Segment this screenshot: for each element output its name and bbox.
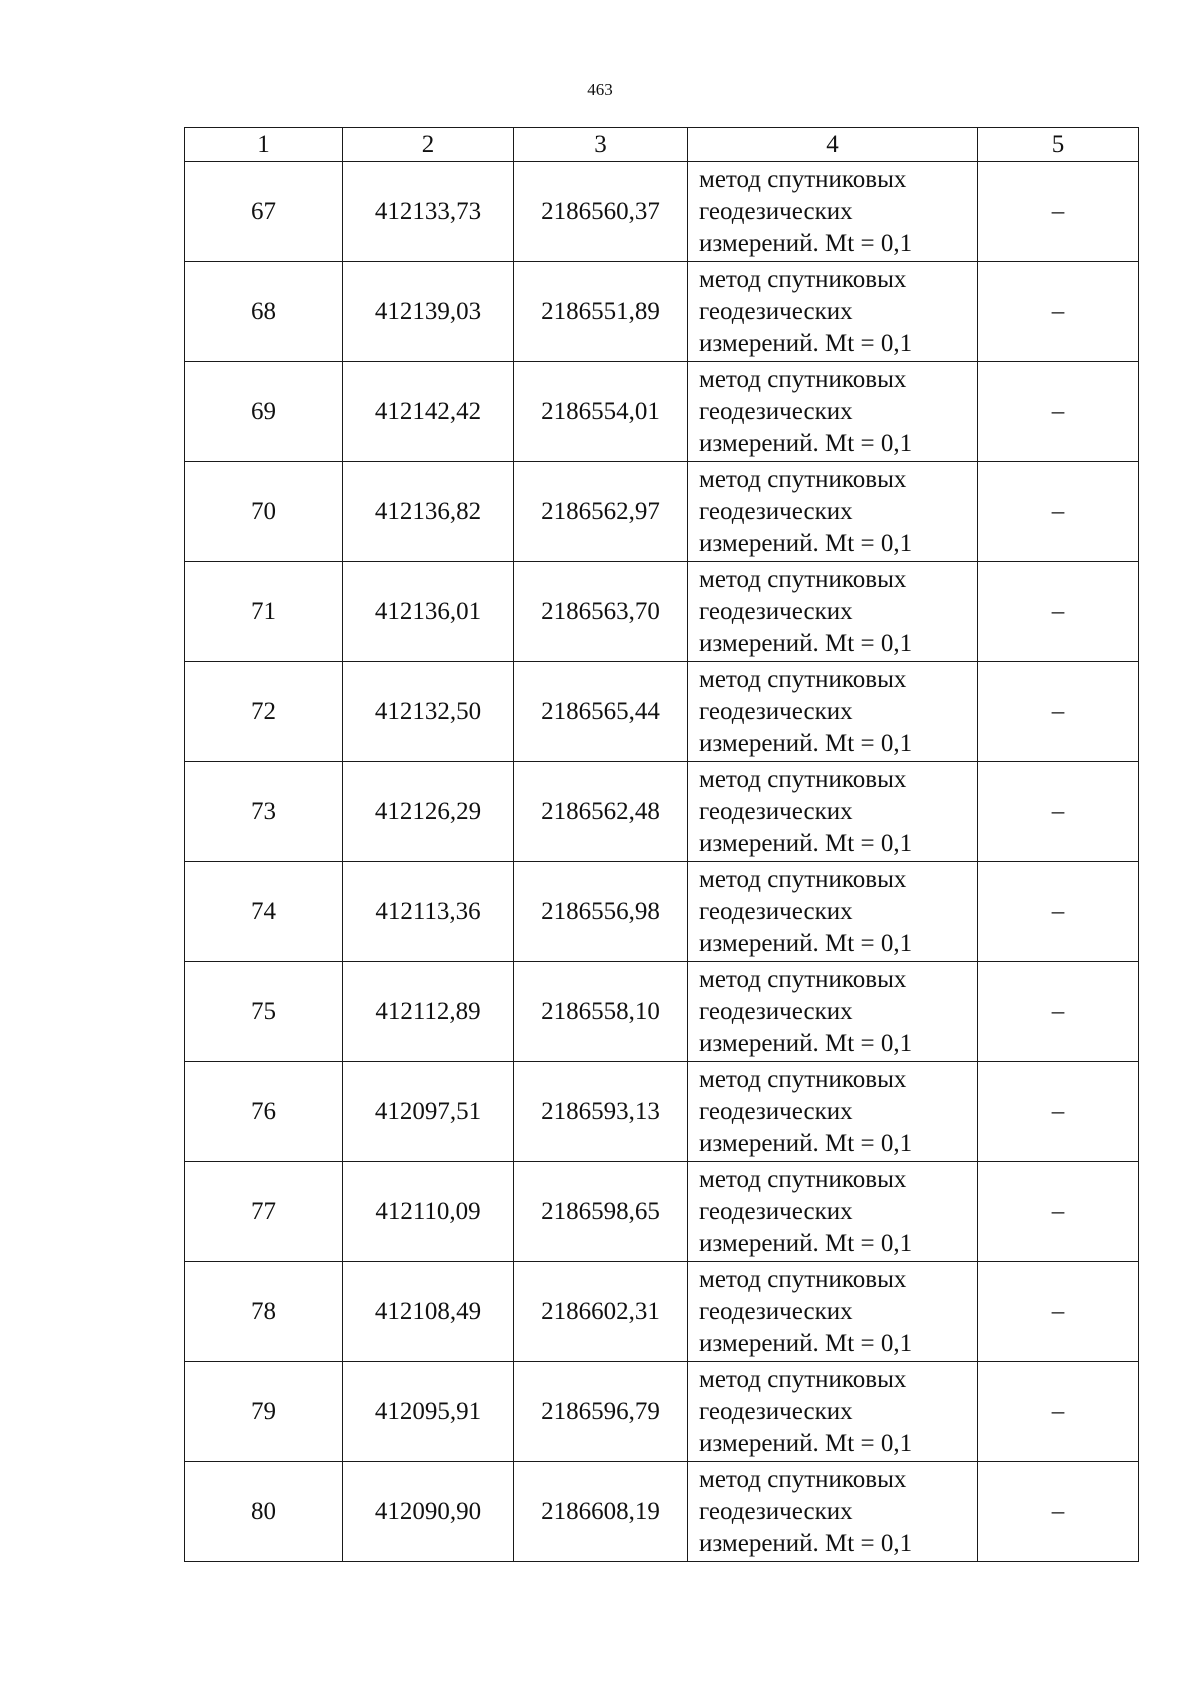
method-line: измерений. Mt = 0,1 bbox=[699, 829, 913, 857]
method-cell bbox=[688, 1362, 978, 1462]
note-cell: – bbox=[978, 662, 1139, 762]
coordinate-y-cell: 2186563,70 bbox=[514, 562, 688, 662]
note-cell: – bbox=[978, 1062, 1139, 1162]
point-number-cell: 69 bbox=[185, 362, 343, 462]
method-line: геодезических bbox=[699, 1297, 853, 1325]
table-row bbox=[185, 962, 1139, 1062]
point-number-cell: 75 bbox=[185, 962, 343, 1062]
coordinate-x-cell: 412097,51 bbox=[343, 1062, 514, 1162]
method-line: метод спутниковых bbox=[699, 565, 907, 593]
method-line: геодезических bbox=[699, 197, 853, 225]
method-line: измерений. Mt = 0,1 bbox=[699, 929, 913, 957]
table-row bbox=[185, 1062, 1139, 1162]
table-row bbox=[185, 1362, 1139, 1462]
method-line: геодезических bbox=[699, 1097, 853, 1125]
coordinate-y-cell: 2186558,10 bbox=[514, 962, 688, 1062]
table-row bbox=[185, 562, 1139, 662]
method-line: измерений. Mt = 0,1 bbox=[699, 1329, 913, 1357]
method-line: измерений. Mt = 0,1 bbox=[699, 1429, 913, 1457]
method-line: метод спутниковых bbox=[699, 1165, 907, 1193]
coordinate-y-cell: 2186593,13 bbox=[514, 1062, 688, 1162]
method-line: геодезических bbox=[699, 797, 853, 825]
point-number-cell: 68 bbox=[185, 262, 343, 362]
column-header-5: 5 bbox=[978, 128, 1139, 162]
note-cell: – bbox=[978, 262, 1139, 362]
column-header-1: 1 bbox=[185, 128, 343, 162]
method-line: геодезических bbox=[699, 697, 853, 725]
method-line: метод спутниковых bbox=[699, 1465, 907, 1493]
method-line: геодезических bbox=[699, 497, 853, 525]
coordinate-y-cell: 2186602,31 bbox=[514, 1262, 688, 1362]
column-header-2: 2 bbox=[343, 128, 514, 162]
note-cell: – bbox=[978, 462, 1139, 562]
method-line: геодезических bbox=[699, 597, 853, 625]
table-row bbox=[185, 1262, 1139, 1362]
coordinate-x-cell: 412108,49 bbox=[343, 1262, 514, 1362]
method-line: геодезических bbox=[699, 997, 853, 1025]
coordinate-y-cell: 2186556,98 bbox=[514, 862, 688, 962]
table-body bbox=[185, 162, 1139, 1562]
point-number-cell: 72 bbox=[185, 662, 343, 762]
note-cell: – bbox=[978, 862, 1139, 962]
coordinate-x-cell: 412139,03 bbox=[343, 262, 514, 362]
page-number: 463 bbox=[587, 80, 613, 99]
method-cell bbox=[688, 1262, 978, 1362]
method-line: метод спутниковых bbox=[699, 765, 907, 793]
table-row bbox=[185, 662, 1139, 762]
coordinate-y-cell: 2186565,44 bbox=[514, 662, 688, 762]
point-number-cell: 70 bbox=[185, 462, 343, 562]
method-line: геодезических bbox=[699, 1197, 853, 1225]
method-line: метод спутниковых bbox=[699, 465, 907, 493]
point-number-cell: 67 bbox=[185, 162, 343, 262]
method-line: метод спутниковых bbox=[699, 1365, 907, 1393]
method-line: метод спутниковых bbox=[699, 265, 907, 293]
table-row bbox=[185, 162, 1139, 262]
coordinate-x-cell: 412126,29 bbox=[343, 762, 514, 862]
point-number-cell: 74 bbox=[185, 862, 343, 962]
method-line: метод спутниковых bbox=[699, 365, 907, 393]
method-line: измерений. Mt = 0,1 bbox=[699, 229, 913, 257]
table-header-row bbox=[185, 128, 1139, 162]
table-row bbox=[185, 862, 1139, 962]
method-cell bbox=[688, 762, 978, 862]
table-row bbox=[185, 462, 1139, 562]
point-number-cell: 78 bbox=[185, 1262, 343, 1362]
method-line: измерений. Mt = 0,1 bbox=[699, 429, 913, 457]
coordinate-y-cell: 2186562,48 bbox=[514, 762, 688, 862]
coordinate-y-cell: 2186598,65 bbox=[514, 1162, 688, 1262]
method-line: метод спутниковых bbox=[699, 1065, 907, 1093]
note-cell: – bbox=[978, 1462, 1139, 1562]
table-row bbox=[185, 362, 1139, 462]
point-number-cell: 71 bbox=[185, 562, 343, 662]
method-cell bbox=[688, 362, 978, 462]
method-line: измерений. Mt = 0,1 bbox=[699, 1029, 913, 1057]
note-cell: – bbox=[978, 1362, 1139, 1462]
method-cell bbox=[688, 162, 978, 262]
coordinate-x-cell: 412132,50 bbox=[343, 662, 514, 762]
column-header-3: 3 bbox=[514, 128, 688, 162]
coordinate-y-cell: 2186560,37 bbox=[514, 162, 688, 262]
coordinate-x-cell: 412090,90 bbox=[343, 1462, 514, 1562]
table-row bbox=[185, 1162, 1139, 1262]
coordinate-y-cell: 2186562,97 bbox=[514, 462, 688, 562]
coordinate-x-cell: 412136,82 bbox=[343, 462, 514, 562]
coordinate-x-cell: 412113,36 bbox=[343, 862, 514, 962]
method-cell bbox=[688, 462, 978, 562]
method-cell bbox=[688, 962, 978, 1062]
point-number-cell: 76 bbox=[185, 1062, 343, 1162]
note-cell: – bbox=[978, 1262, 1139, 1362]
table-row bbox=[185, 1462, 1139, 1562]
note-cell: – bbox=[978, 162, 1139, 262]
coordinate-x-cell: 412142,42 bbox=[343, 362, 514, 462]
point-number-cell: 80 bbox=[185, 1462, 343, 1562]
coordinate-x-cell: 412136,01 bbox=[343, 562, 514, 662]
method-line: геодезических bbox=[699, 297, 853, 325]
method-cell bbox=[688, 1462, 978, 1562]
method-line: геодезических bbox=[699, 1497, 853, 1525]
note-cell: – bbox=[978, 1162, 1139, 1262]
coordinate-x-cell: 412112,89 bbox=[343, 962, 514, 1062]
coordinate-x-cell: 412110,09 bbox=[343, 1162, 514, 1262]
method-line: метод спутниковых bbox=[699, 665, 907, 693]
coordinate-y-cell: 2186554,01 bbox=[514, 362, 688, 462]
method-cell bbox=[688, 1162, 978, 1262]
method-cell bbox=[688, 662, 978, 762]
method-line: геодезических bbox=[699, 897, 853, 925]
note-cell: – bbox=[978, 362, 1139, 462]
method-line: метод спутниковых bbox=[699, 965, 907, 993]
method-line: измерений. Mt = 0,1 bbox=[699, 1129, 913, 1157]
method-line: измерений. Mt = 0,1 bbox=[699, 1529, 913, 1557]
coordinate-x-cell: 412133,73 bbox=[343, 162, 514, 262]
table-row bbox=[185, 762, 1139, 862]
coordinate-y-cell: 2186551,89 bbox=[514, 262, 688, 362]
coordinates-table bbox=[184, 127, 1139, 1562]
method-cell bbox=[688, 862, 978, 962]
method-cell bbox=[688, 562, 978, 662]
note-cell: – bbox=[978, 762, 1139, 862]
coordinate-x-cell: 412095,91 bbox=[343, 1362, 514, 1462]
method-cell bbox=[688, 1062, 978, 1162]
method-line: измерений. Mt = 0,1 bbox=[699, 629, 913, 657]
method-line: измерений. Mt = 0,1 bbox=[699, 729, 913, 757]
point-number-cell: 73 bbox=[185, 762, 343, 862]
method-line: метод спутниковых bbox=[699, 165, 907, 193]
table-row bbox=[185, 262, 1139, 362]
method-line: измерений. Mt = 0,1 bbox=[699, 329, 913, 357]
method-cell bbox=[688, 262, 978, 362]
note-cell: – bbox=[978, 962, 1139, 1062]
method-line: измерений. Mt = 0,1 bbox=[699, 529, 913, 557]
method-line: метод спутниковых bbox=[699, 1265, 907, 1293]
coordinates-table-container bbox=[184, 127, 1138, 1562]
column-header-4: 4 bbox=[688, 128, 978, 162]
method-line: геодезических bbox=[699, 397, 853, 425]
coordinate-y-cell: 2186596,79 bbox=[514, 1362, 688, 1462]
coordinate-y-cell: 2186608,19 bbox=[514, 1462, 688, 1562]
point-number-cell: 77 bbox=[185, 1162, 343, 1262]
method-line: измерений. Mt = 0,1 bbox=[699, 1229, 913, 1257]
method-line: метод спутниковых bbox=[699, 865, 907, 893]
point-number-cell: 79 bbox=[185, 1362, 343, 1462]
method-line: геодезических bbox=[699, 1397, 853, 1425]
note-cell: – bbox=[978, 562, 1139, 662]
